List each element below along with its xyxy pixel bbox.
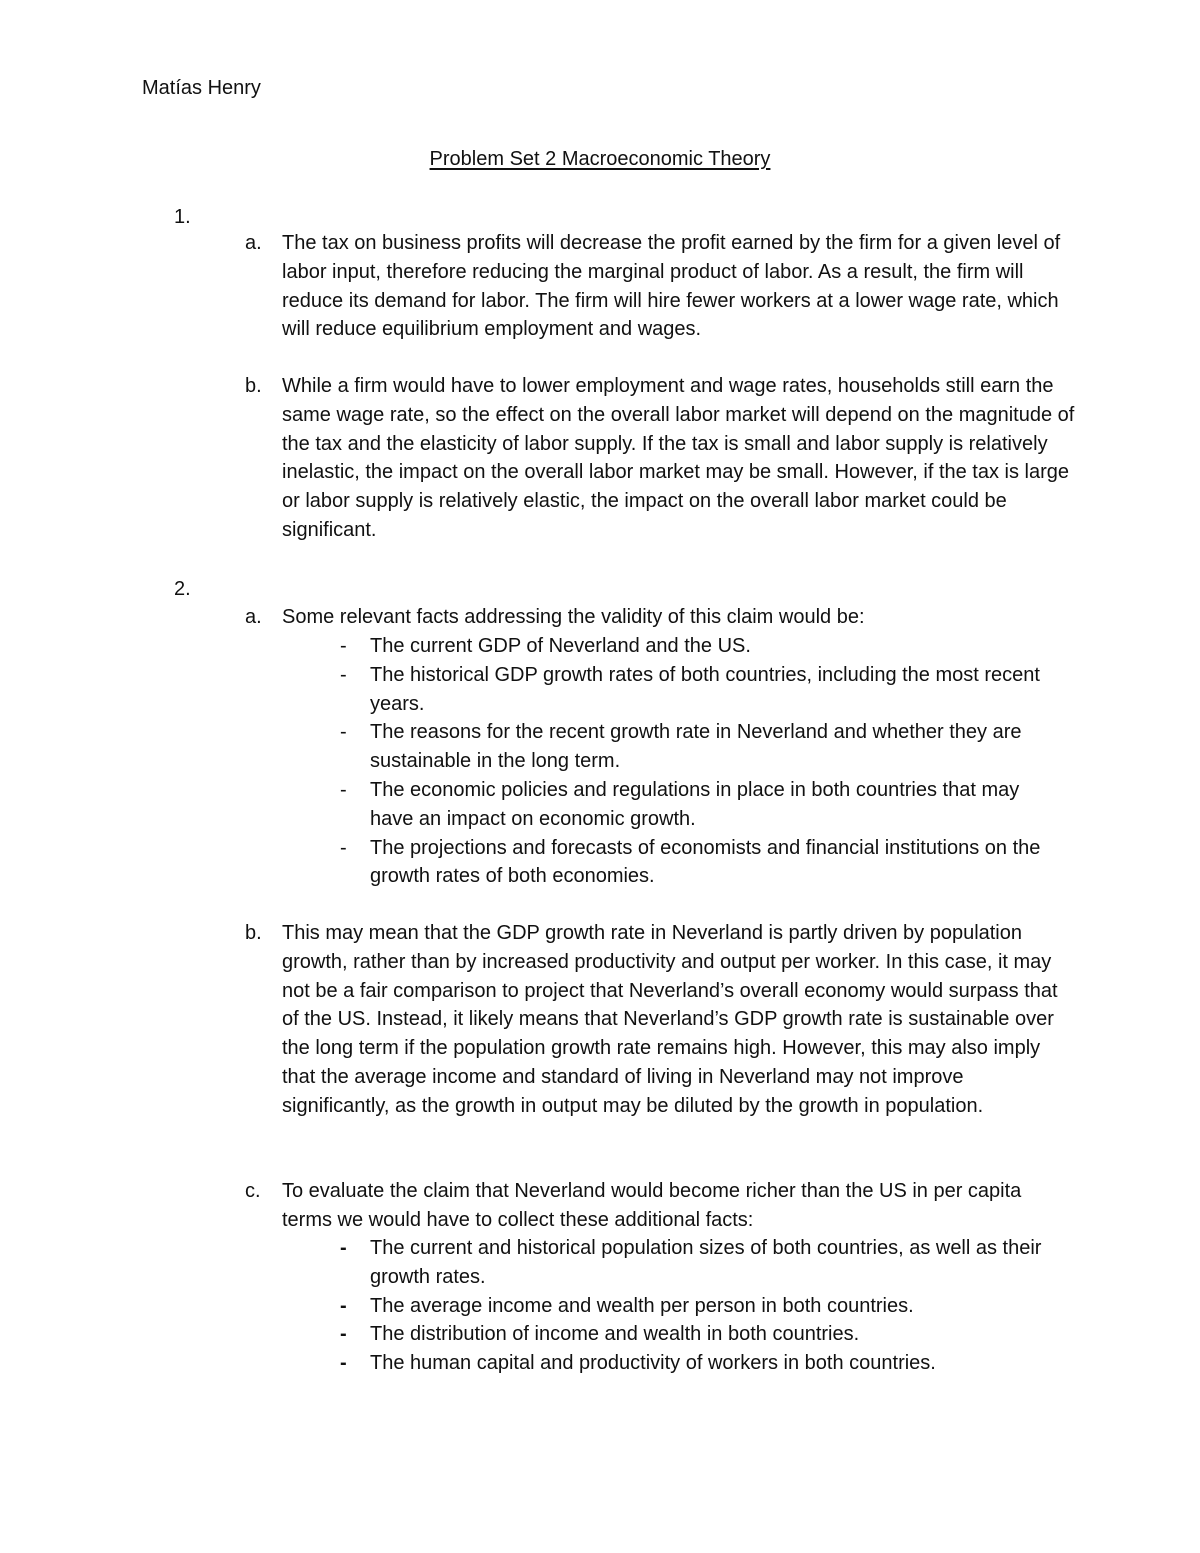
question-2-part-c (245, 1177, 1075, 1235)
list-item (337, 1349, 1057, 1378)
part-text: This may mean that the GDP growth rate in Neverland is partly driven by population growth, rather than by increased productivity and output per worker. In this case, it may not be a fair comparison to project that Neverland’s overall economy would surpass that of the US. Instead, it likely means that Neverland’s GDP growth rate is sustainable over the long term if the population growth rate remains high. However, this may also imply that the average income and standard of living in Neverland may not improve significantly, as the growth in output may be diluted by the growth in population. (282, 922, 1058, 1117)
dash-marker: - (340, 1323, 347, 1346)
part-letter: c. (245, 1180, 261, 1202)
list-item (337, 718, 1057, 776)
question-1-part-b (245, 372, 1075, 545)
part-letter: a. (245, 606, 262, 628)
bullet-text: The current and historical population sizes of both countries, as well as their growth rates. (370, 1237, 1042, 1288)
dash-marker: - (340, 721, 347, 744)
bullet-text: The human capital and productivity of workers in both countries. (370, 1352, 936, 1375)
bullet-text: The historical GDP growth rates of both countries, including the most recent years. (370, 663, 1040, 715)
list-item (337, 1320, 1057, 1349)
question-2-part-c-bullet-list (337, 1234, 1057, 1378)
dash-marker: - (340, 1294, 347, 1317)
part-text: Some relevant facts addressing the validity of this claim would be: (282, 606, 865, 628)
part-letter: b. (245, 375, 262, 397)
dash-marker: - (340, 1237, 347, 1259)
list-item (337, 1234, 1057, 1292)
dash-marker: - (340, 663, 347, 686)
dash-marker: - (340, 778, 347, 801)
page-title (0, 145, 1200, 173)
dash-marker: - (340, 635, 347, 657)
part-letter: b. (245, 922, 262, 944)
question-2-part-a-bullet-list (337, 632, 1057, 891)
author-name: Matías Henry (142, 77, 261, 99)
question-2-part-b (245, 919, 1075, 1121)
dash-marker: - (340, 836, 347, 859)
title-text: Problem Set 2 Macroeconomic Theory (429, 148, 771, 170)
part-text: The tax on business profits will decrease the profit earned by the firm for a given level of labor input, therefore reducing the marginal product of labor. As a result, the firm will reduce its demand for labor. The firm will hire fewer workers at a lower wage rate, which will reduce equilibrium employment and wages. (282, 232, 1061, 341)
bullet-text: The projections and forecasts of economists and financial institutions on the growth rates of both economies. (370, 836, 1041, 888)
question-number-2: 2. (174, 578, 191, 600)
list-item (337, 632, 1057, 661)
part-text: To evaluate the claim that Neverland would become richer than the US in per capita terms we would have to collect these additional facts: (282, 1180, 1022, 1231)
question-number-1: 1. (174, 206, 191, 228)
list-item (337, 834, 1057, 892)
question-1-part-a (245, 229, 1075, 344)
question-2-part-a (245, 603, 1075, 632)
bullet-text: The average income and wealth per person in both countries. (370, 1294, 914, 1317)
bullet-text: The economic policies and regulations in place in both countries that may have an impact on economic growth. (370, 778, 1020, 830)
bullet-text: The distribution of income and wealth in both countries. (370, 1323, 860, 1346)
list-item (337, 661, 1057, 719)
list-item (337, 1292, 1057, 1321)
list-item (337, 776, 1057, 834)
part-letter: a. (245, 232, 262, 254)
bullet-text: The reasons for the recent growth rate in Neverland and whether they are sustainable in the long term. (370, 721, 1022, 773)
bullet-text: The current GDP of Neverland and the US. (370, 635, 751, 657)
dash-marker: - (340, 1352, 347, 1375)
part-text: While a firm would have to lower employment and wage rates, households still earn the same wage rate, so the effect on the overall labor market will depend on the magnitude of the tax and the elasticity of labor supply. If the tax is small and labor supply is relatively inelastic, the impact on the overall labor market may be small. However, if the tax is large or labor supply is relatively elastic, the impact on the overall labor market could be significant. (282, 375, 1075, 541)
